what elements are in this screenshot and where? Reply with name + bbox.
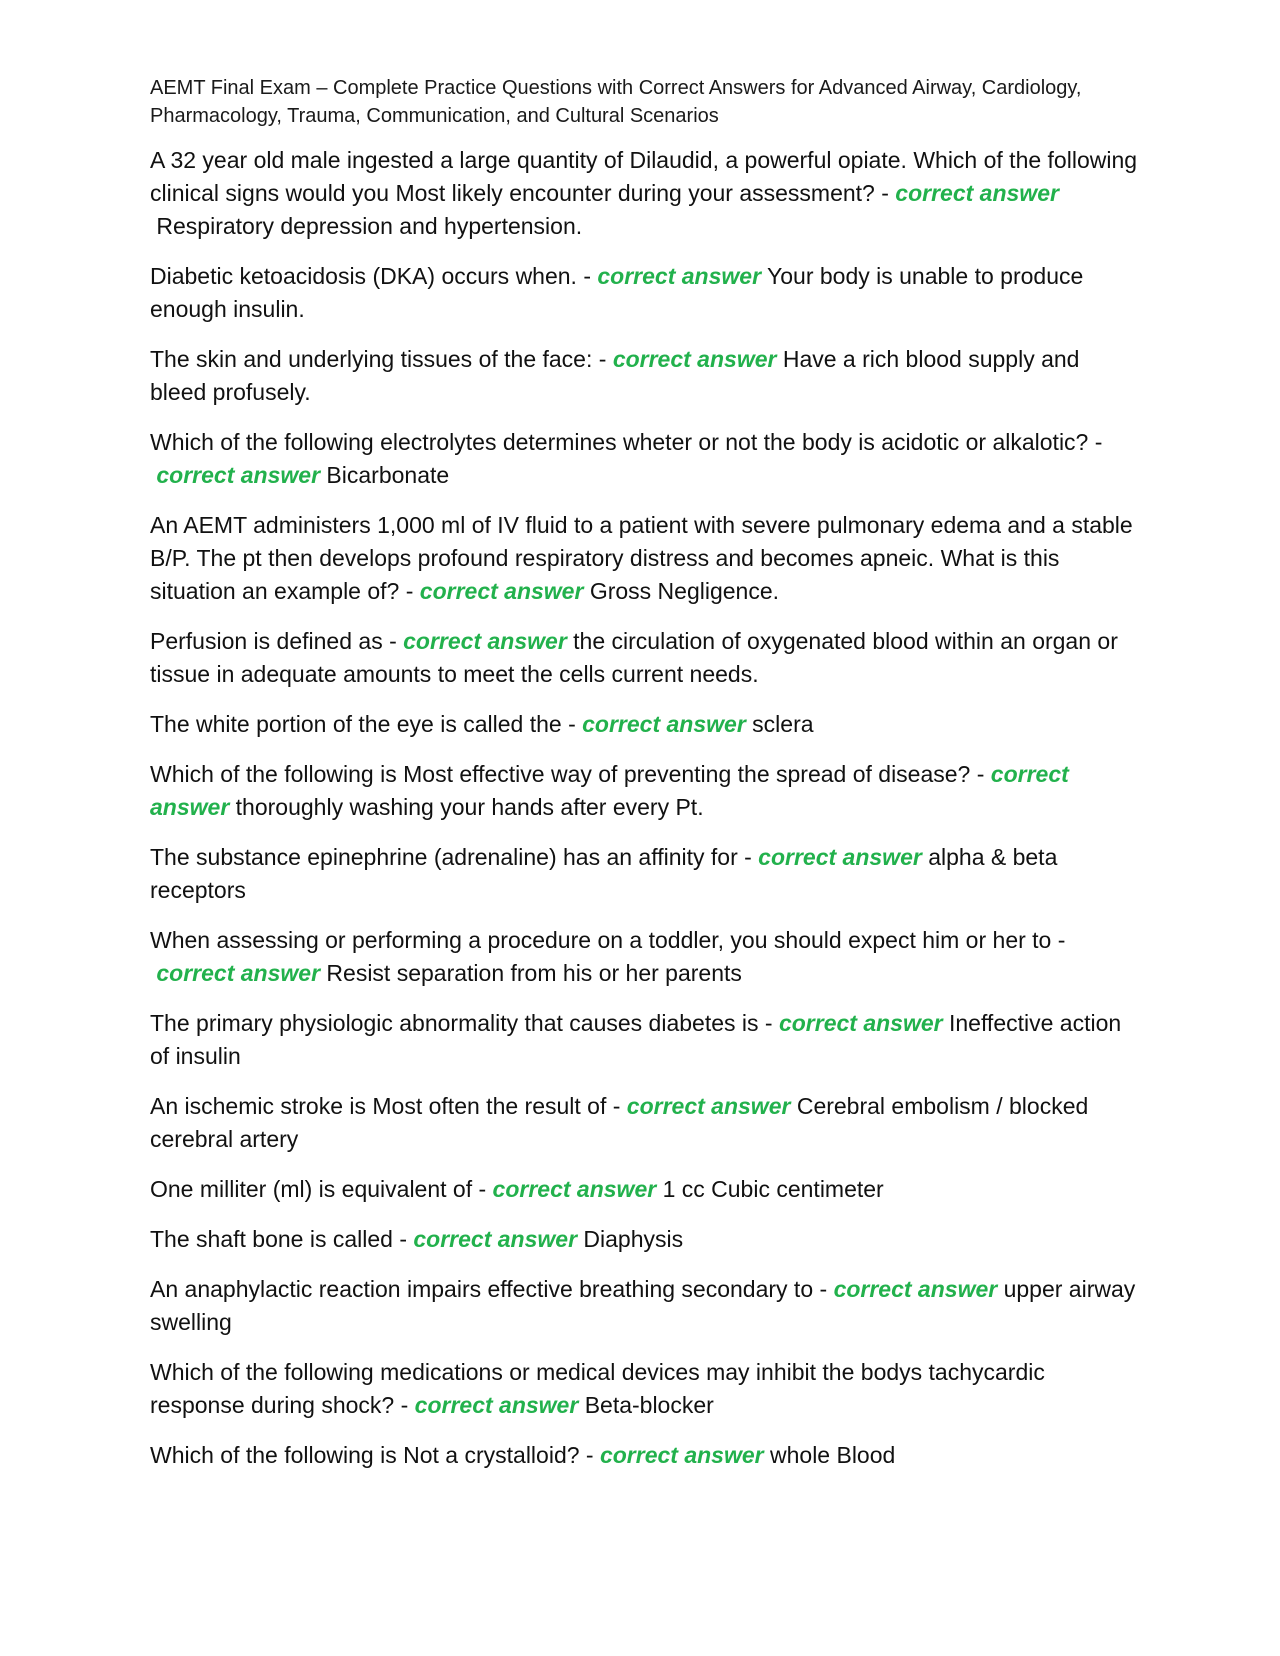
question-text: A 32 year old male ingested a large quantity of Dilaudid, a powerful opiate. Which of the following clinical signs would you Most likely encounter during your assessment? - [150,147,1138,206]
qa-item [150,509,1140,608]
answer-text: Have a rich blood supply and bleed profusely. [150,346,1080,405]
qa-item [150,144,1140,243]
correct-answer-tag: correct answer [833,1276,998,1302]
qa-item [150,1356,1140,1422]
qa-item [150,426,1140,492]
answer-text: Beta-blocker [584,1392,714,1418]
correct-answer-tag: correct answer [778,1010,943,1036]
qa-item [150,708,1140,741]
answer-text: whole Blood [770,1442,896,1468]
question-text: The skin and underlying tissues of the face: - [150,346,607,372]
correct-answer-tag: correct answer [413,1226,578,1252]
document-title: AEMT Final Exam – Complete Practice Questions with Correct Answers for Advanced Airway, Cardiology, Pharmacology, Trauma, Communication, and Cultural Scenarios [150,77,1082,127]
answer-text: the circulation of oxygenated blood within an organ or tissue in adequate amounts to meet the cells current needs. [150,628,1118,687]
answer-text: Diaphysis [583,1226,684,1252]
correct-answer-tag: correct answer [758,844,922,870]
question-text: Which of the following is Most effective way of preventing the spread of disease? - [150,761,985,787]
correct-answer-tag: correct answer [150,761,1069,820]
correct-answer-tag: correct answer [612,346,777,372]
qa-list [150,144,1140,1472]
correct-answer-tag: correct answer [895,180,1059,206]
question-text: An AEMT administers 1,000 ml of IV fluid to a patient with severe pulmonary edema and a stable B/P. The pt then develops profound respiratory distress and becomes apneic. What is this situation an example of? - [150,512,1133,604]
correct-answer-tag: correct answer [156,960,321,986]
correct-answer-tag: correct answer [582,711,746,737]
answer-text: Respiratory depression and hypertension. [156,213,583,239]
answer-text: upper airway swelling [150,1276,1136,1335]
correct-answer-tag: correct answer [403,628,567,654]
question-text: Which of the following is Not a crystalloid? - [150,1442,594,1468]
question-text: An ischemic stroke is Most often the result of - [150,1093,621,1119]
question-text: One milliter (ml) is equivalent of - [150,1176,487,1202]
answer-text: Resist separation from his or her parents [326,960,742,986]
qa-item [150,625,1140,691]
answer-text: sclera [752,711,814,737]
question-text: The primary physiologic abnormality that causes diabetes is - [150,1010,773,1036]
answer-text: Cerebral embolism / blocked cerebral artery [150,1093,1089,1152]
question-text: When assessing or performing a procedure on a toddler, you should expect him or her to - [150,927,1066,953]
correct-answer-tag: correct answer [626,1093,791,1119]
question-text: The white portion of the eye is called the - [150,711,576,737]
question-text: Perfusion is defined as - [150,628,397,654]
question-text: Which of the following electrolytes determines wheter or not the body is acidotic or alkalotic? - [150,429,1103,455]
question-text: An anaphylactic reaction impairs effective breathing secondary to - [150,1276,828,1302]
qa-item [150,758,1140,824]
qa-item [150,1173,1140,1206]
qa-item [150,1090,1140,1156]
qa-item [150,924,1140,990]
answer-text: alpha & beta receptors [150,844,1058,903]
correct-answer-tag: correct answer [492,1176,657,1202]
answer-text: thoroughly washing your hands after every Pt. [235,794,704,820]
question-text: Diabetic ketoacidosis (DKA) occurs when. - [150,263,591,289]
answer-text: Gross Negligence. [589,578,780,604]
qa-item [150,1273,1140,1339]
question-text: The shaft bone is called - [150,1226,407,1252]
qa-item [150,260,1140,326]
qa-item [150,841,1140,907]
correct-answer-tag: correct answer [156,462,321,488]
question-text: Which of the following medications or medical devices may inhibit the bodys tachycardic response during shock? - [150,1359,1045,1418]
answer-text: Bicarbonate [326,462,450,488]
qa-item [150,1223,1140,1256]
document-page [150,74,1140,1489]
qa-item [150,343,1140,409]
correct-answer-tag: correct answer [419,578,584,604]
qa-item [150,1439,1140,1472]
correct-answer-tag: correct answer [597,263,762,289]
correct-answer-tag: correct answer [599,1442,764,1468]
answer-text: Your body is unable to produce enough insulin. [150,263,1084,322]
correct-answer-tag: correct answer [414,1392,579,1418]
qa-item [150,1007,1140,1073]
answer-text: Ineffective action of insulin [150,1010,1122,1069]
answer-text: 1 cc Cubic centimeter [662,1176,884,1202]
question-text: The substance epinephrine (adrenaline) has an affinity for - [150,844,752,870]
